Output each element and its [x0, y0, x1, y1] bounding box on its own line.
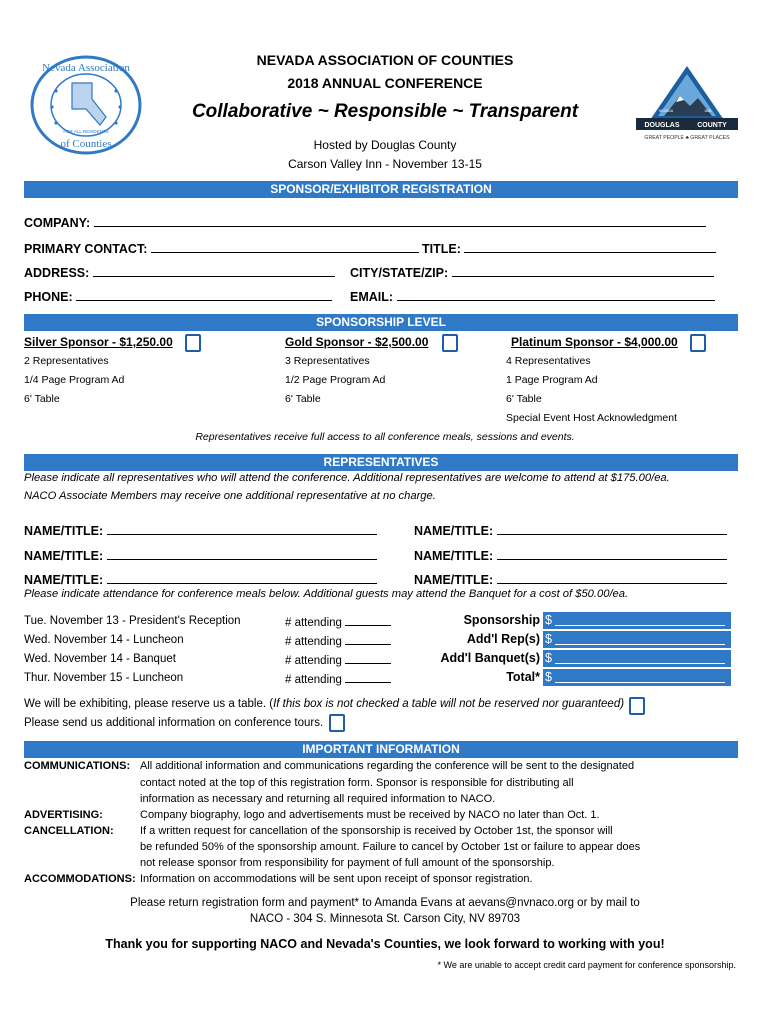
sponsorship-level-bar: SPONSORSHIP LEVEL [24, 314, 738, 331]
attending-field[interactable] [345, 653, 391, 664]
communications-text: information as necessary and returning all required information to NACO. [140, 793, 496, 805]
thank-you-message: Thank you for supporting NACO and Nevada's Counties, we look forward to working with you! [105, 937, 665, 951]
attending-field[interactable] [345, 672, 391, 683]
cancellation-label: CANCELLATION: [24, 825, 114, 837]
tagline: Collaborative ~ Responsible ~ Transparent [191, 101, 579, 122]
email-row [350, 288, 715, 304]
city-row [350, 264, 714, 280]
phone-row [24, 288, 332, 304]
advertising-text: Company biography, logo and advertisements must be received by NACO no later than Oct. 1. [140, 809, 600, 821]
primary-contact-row [24, 240, 419, 256]
attending-label: # attending [285, 655, 342, 667]
advertising-label: ADVERTISING: [24, 809, 103, 821]
address-field[interactable] [93, 264, 335, 277]
address-label: ADDRESS: [24, 266, 90, 280]
primary-contact-field[interactable] [151, 240, 419, 253]
gold-sponsor-checkbox[interactable] [442, 334, 458, 352]
addl-banquet-amount-field[interactable] [543, 650, 731, 667]
platinum-sponsor-title: Platinum Sponsor - $4,000.00 [511, 335, 678, 349]
douglas-motto-text: GREAT PEOPLE ♣ GREAT PLACES [644, 135, 730, 141]
sponsorship-amount-field[interactable] [543, 612, 731, 629]
attending-row [285, 615, 391, 629]
meals-note: Please indicate attendance for conference meals below. Additional guests may attend the Banquet for a cost of $50.00/ea. [24, 588, 629, 600]
grand-total-amount-field[interactable] [543, 669, 731, 686]
name-title-label: NAME/TITLE: [414, 573, 494, 587]
gold-item: 3 Representatives [285, 355, 370, 367]
name-title-label: NAME/TITLE: [24, 549, 104, 563]
gold-item: 1/2 Page Program Ad [285, 374, 386, 386]
rep-row-1-right [414, 522, 727, 538]
rep-name-field[interactable] [107, 547, 377, 560]
name-title-label: NAME/TITLE: [414, 524, 494, 538]
currency-sign: $ [545, 613, 552, 627]
tours-info-text: Please send us additional information on conference tours. [24, 717, 324, 729]
event-name: Tue. November 13 - President's Reception [24, 615, 241, 627]
addl-banquet-total-label: Add'l Banquet(s) [440, 651, 540, 665]
email-field[interactable] [397, 288, 715, 301]
credit-card-note: * We are unable to accept credit card payment for conference sponsorship. [437, 960, 736, 970]
company-field[interactable] [94, 214, 706, 227]
naco-seal-bottom-text: of Counties [60, 138, 112, 150]
platinum-item: 4 Representatives [506, 355, 591, 367]
registration-section-bar: SPONSOR/EXHIBITOR REGISTRATION [24, 181, 738, 198]
communications-text: All additional information and communications regarding the conference will be sent to the designated [140, 760, 635, 772]
company-row [24, 214, 706, 230]
return-instructions-2: NACO - 304 S. Minnesota St. Carson City, NV 89703 [249, 913, 521, 925]
exhibit-note: If this box is not checked a table will not be reserved nor guaranteed) [273, 698, 625, 710]
important-info-bar: IMPORTANT INFORMATION [24, 741, 738, 758]
hosted-by: Hosted by Douglas County [313, 138, 457, 152]
reps-intro-line-2: NACO Associate Members may receive one additional representative at no charge. [24, 490, 436, 502]
platinum-item: 1 Page Program Ad [506, 374, 598, 386]
reps-intro-line-1: Please indicate all representatives who will attend the conference. Additional representatives are welcome to attend at $175.00/ea. [24, 472, 670, 484]
douglas-county-text: COUNTY [697, 122, 727, 129]
primary-contact-label: PRIMARY CONTACT: [24, 242, 148, 256]
representatives-access-note: Representatives receive full access to all conference meals, sessions and events. [195, 431, 575, 443]
silver-sponsor-title: Silver Sponsor - $1,250.00 [24, 335, 173, 349]
attending-row [285, 672, 391, 686]
return-instructions-1: Please return registration form and payment* to Amanda Evans at aevans@nvnaco.org or by mail to [130, 897, 640, 909]
naco-seal-inner-text: FOR ALL RESIDENTS [63, 129, 109, 134]
rep-row-3-left [24, 571, 377, 587]
rep-row-1-left [24, 522, 377, 538]
email-label: EMAIL: [350, 290, 394, 304]
silver-sponsor-checkbox[interactable] [185, 334, 201, 352]
silver-item: 6' Table [24, 393, 60, 405]
attending-label: # attending [285, 674, 342, 686]
communications-text: contact noted at the top of this registration form. Sponsor is responsible for distributing all [140, 777, 574, 789]
event-name: Wed. November 14 - Banquet [24, 653, 176, 665]
address-row [24, 264, 335, 280]
currency-sign: $ [545, 632, 552, 646]
conference-title: 2018 ANNUAL CONFERENCE [287, 75, 483, 91]
accommodations-text: Information on accommodations will be sent upon receipt of sponsor registration. [140, 873, 533, 885]
communications-label: COMMUNICATIONS: [24, 760, 131, 772]
platinum-item: Special Event Host Acknowledgment [506, 412, 678, 424]
attending-field[interactable] [345, 634, 391, 645]
currency-sign: $ [545, 651, 552, 665]
exhibit-table-line [24, 698, 624, 710]
sponsorship-total-label: Sponsorship [463, 613, 540, 627]
exhibit-text: We will be exhibiting, please reserve us a table. ( [24, 698, 274, 710]
phone-label: PHONE: [24, 290, 73, 304]
cancellation-text: If a written request for cancellation of the sponsorship is received by October 1st, the sponsor will [140, 825, 613, 837]
rep-name-field[interactable] [497, 547, 727, 560]
title-row [422, 240, 716, 256]
platinum-item: 6' Table [506, 393, 542, 405]
venue-dates: Carson Valley Inn - November 13-15 [288, 157, 482, 171]
company-label: COMPANY: [24, 216, 91, 230]
douglas-left-text: NEVADA [658, 109, 674, 113]
silver-item: 2 Representatives [24, 355, 109, 367]
attending-row [285, 634, 391, 648]
platinum-sponsor-checkbox[interactable] [690, 334, 706, 352]
cancellation-text: be refunded 50% of the sponsorship amount. Failure to cancel by October 1st or failure to appear does [140, 841, 641, 853]
douglas-right-text: 1861 [704, 109, 712, 113]
rep-row-2-left [24, 547, 377, 563]
event-name: Thur. November 15 - Luncheon [24, 672, 184, 684]
tours-info-checkbox[interactable] [329, 714, 345, 732]
attending-row [285, 653, 391, 667]
org-title: NEVADA ASSOCIATION OF COUNTIES [256, 52, 514, 68]
rep-name-field[interactable] [497, 522, 727, 535]
attending-field[interactable] [345, 615, 391, 626]
cancellation-text: not release sponsor from responsibility for payment of full amount of the sponsorship. [140, 857, 555, 869]
gold-sponsor-title: Gold Sponsor - $2,500.00 [285, 335, 429, 349]
douglas-name-text: DOUGLAS [644, 122, 680, 129]
accommodations-label: ACCOMMODATIONS: [24, 873, 136, 885]
event-name: Wed. November 14 - Luncheon [24, 634, 184, 646]
title-field[interactable] [464, 240, 716, 253]
representatives-section-bar: REPRESENTATIVES [24, 454, 738, 471]
name-title-label: NAME/TITLE: [414, 549, 494, 563]
grand-total-label: Total* [506, 670, 540, 684]
addl-reps-total-label: Add'l Rep(s) [466, 632, 540, 646]
rep-name-field[interactable] [107, 522, 377, 535]
name-title-label: NAME/TITLE: [24, 524, 104, 538]
attending-label: # attending [285, 636, 342, 648]
rep-name-field[interactable] [497, 571, 727, 584]
attending-label: # attending [285, 617, 342, 629]
currency-sign: $ [545, 670, 552, 684]
rep-name-field[interactable] [107, 571, 377, 584]
rep-row-3-right [414, 571, 727, 587]
rep-row-2-right [414, 547, 727, 563]
gold-item: 6' Table [285, 393, 321, 405]
name-title-label: NAME/TITLE: [24, 573, 104, 587]
title-label: TITLE: [422, 242, 461, 256]
addl-reps-amount-field[interactable] [543, 631, 731, 648]
phone-field[interactable] [76, 288, 332, 301]
naco-seal-top-text: Nevada Association [42, 62, 130, 74]
silver-item: 1/4 Page Program Ad [24, 374, 125, 386]
exhibit-table-checkbox[interactable] [629, 697, 645, 715]
city-field[interactable] [452, 264, 714, 277]
city-label: CITY/STATE/ZIP: [350, 266, 449, 280]
